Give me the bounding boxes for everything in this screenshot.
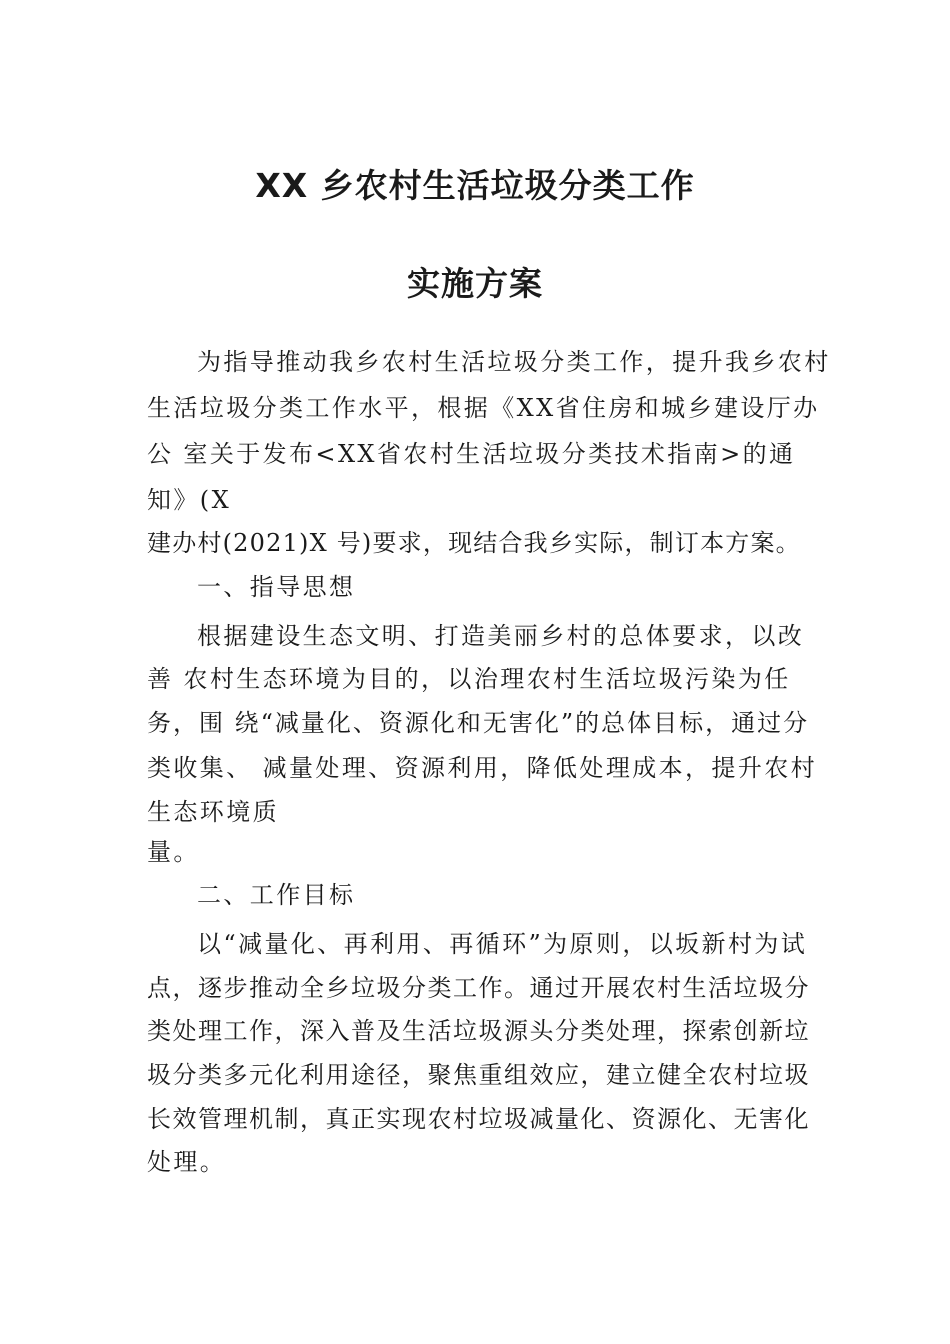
paragraph-2-line-4: 类收集、 减量处理、资源利用，降低处理成本，提升农村: [147, 754, 818, 782]
paragraph-3-line-1: 以“减量化、再利用、再循环”为原则，以坂新村为试: [197, 930, 808, 958]
paragraph-2-line-6: 量。: [147, 838, 200, 866]
paragraph-3-line-4: 圾分类多元化利用途径，聚焦重组效应，建立健全农村垃圾: [147, 1061, 810, 1089]
paragraph-1-line-1: 为指导推动我乡农村生活垃圾分类工作，提升我乡农村: [197, 348, 831, 376]
paragraph-2-line-3: 务，围 绕“减量化、资源化和无害化”的总体目标，通过分: [147, 709, 810, 737]
document-title-line-2: 实施方案: [407, 264, 543, 303]
paragraph-3-line-2: 点，逐步推动全乡垃圾分类工作。通过开展农村生活垃圾分: [147, 974, 810, 1002]
paragraph-3-line-3: 类处理工作，深入普及生活垃圾源头分类处理，探索创新垃: [147, 1017, 810, 1045]
paragraph-1-line-4: 知》(X: [147, 486, 232, 514]
paragraph-2-line-5: 生态环境质: [147, 798, 279, 826]
section-heading-2: 二、工作目标: [197, 881, 356, 909]
paragraph-2-line-1: 根据建设生态文明、打造美丽乡村的总体要求，以改: [197, 622, 805, 650]
paragraph-1-line-2: 生活垃圾分类工作水平，根据《XX省住房和城乡建设厅办: [147, 394, 820, 422]
paragraph-1-line-3: 公 室关于发布<XX省农村生活垃圾分类技术指南>的通: [147, 440, 796, 468]
paragraph-2-line-2: 善 农村生态环境为目的，以治理农村生活垃圾污染为任: [147, 665, 791, 693]
paragraph-3-line-6: 处理。: [147, 1148, 227, 1176]
section-heading-1: 一、指导思想: [197, 573, 356, 601]
paragraph-3-line-5: 长效管理机制，真正实现农村垃圾减量化、资源化、无害化: [147, 1105, 810, 1133]
paragraph-1-line-5: 建办村(2021)X 号)要求，现结合我乡实际，制订本方案。: [147, 529, 801, 557]
document-title-line-1: XX 乡农村生活垃圾分类工作: [255, 166, 695, 205]
